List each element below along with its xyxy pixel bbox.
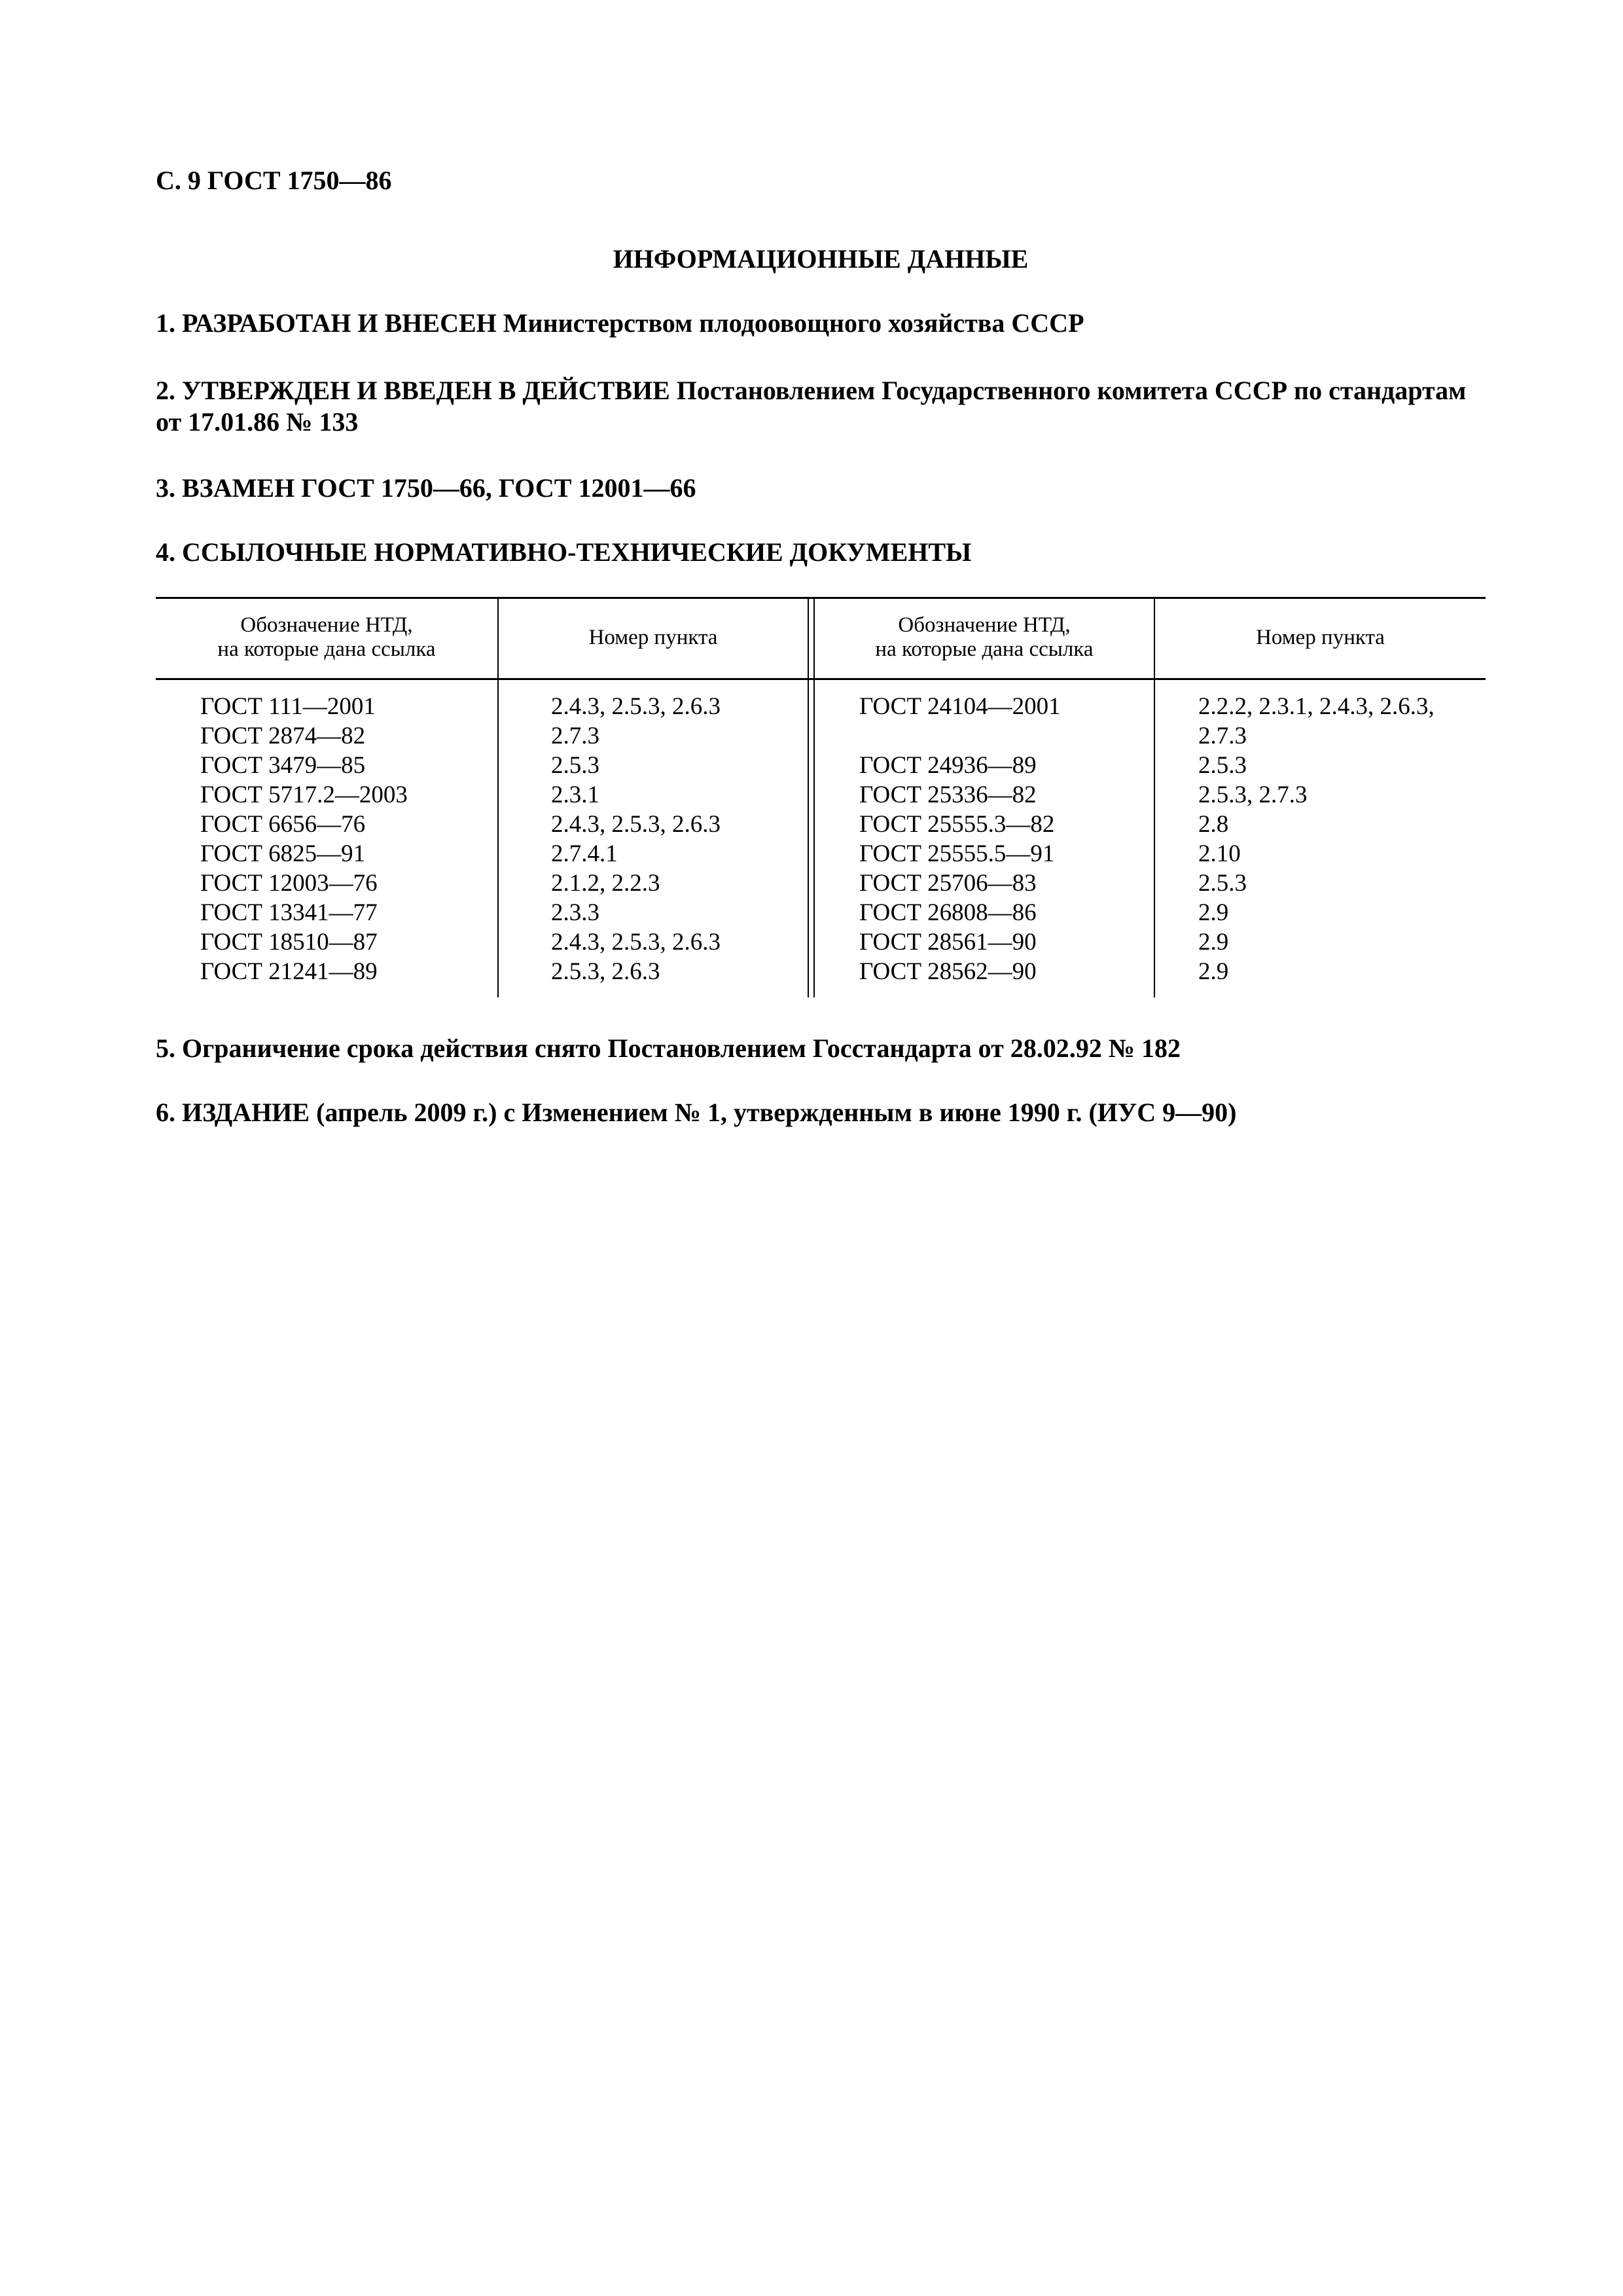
table-cell: 2.5.3 [1198,870,1247,897]
table-cell: ГОСТ 25555.3—82 [859,811,1055,838]
table-cell: ГОСТ 2874—82 [200,723,366,749]
column-header-document: Обозначение НТД, на которые дана ссылка [875,613,1094,661]
table-cell: 2.9 [1198,929,1229,956]
table-cell: 2.5.3, 2.6.3 [551,958,660,985]
table-cell: ГОСТ 25706—83 [859,870,1037,897]
column-header-document: Обозначение НТД, на которые дана ссылка [217,613,436,661]
table-header-rule [156,678,1486,680]
table-cell: 2.5.3 [1198,752,1247,779]
info-item-3 [156,473,1484,504]
page-title: ИНФОРМАЦИОННЫЕ ДАННЫЕ [613,244,1029,274]
table-cell: 2.9 [1198,958,1229,985]
table-divider [808,597,809,997]
right-point-column [1198,692,1435,986]
left-document-column [200,692,408,986]
table-cell: ГОСТ 5717.2—2003 [200,781,408,808]
right-document-column [859,692,1061,986]
table-cell: ГОСТ 3479—85 [200,752,366,779]
info-item-4-lead: 4. ССЫЛОЧНЫЕ НОРМАТИВНО-ТЕХНИЧЕСКИЕ ДОКУМЕНТЫ [156,537,972,567]
table-cell: 2.10 [1198,840,1241,867]
info-item-5-lead: 5. Ограничение срока действия снято Постановлением Госстандарта от 28.02.92 № 182 [156,1033,1181,1063]
table-cell: ГОСТ 25555.5—91 [859,840,1055,867]
reference-documents-table [156,597,1486,1008]
table-cell: 2.5.3, 2.7.3 [1198,781,1308,808]
table-cell: 2.2.2, 2.3.1, 2.4.3, 2.6.3, [1198,693,1435,720]
table-cell: ГОСТ 24104—2001 [859,693,1061,720]
left-point-column [551,692,721,986]
table-cell: 2.4.3, 2.5.3, 2.6.3 [551,693,721,720]
info-item-1 [156,308,1484,339]
table-cell: ГОСТ 25336—82 [859,781,1037,808]
table-cell: ГОСТ 24936—89 [859,752,1037,779]
table-cell: 2.3.3 [551,899,599,926]
page-header: С. 9 ГОСТ 1750—86 [156,166,392,195]
info-item-2-lead: 2. УТВЕРЖДЕН И ВВЕДЕН В ДЕЙСТВИЕ [156,376,670,405]
table-cell: ГОСТ 12003—76 [200,870,378,897]
info-item-6 [156,1097,1484,1128]
table-cell [859,721,1061,751]
table-cell: 2.4.3, 2.5.3, 2.6.3 [551,811,721,838]
table-cell: 2.7.3 [551,723,599,749]
table-cell: ГОСТ 18510—87 [200,929,378,956]
table-cell: 2.1.2, 2.2.3 [551,870,660,897]
column-header-point: Номер пункта [1256,625,1385,649]
table-cell: 2.7.3 [1198,723,1247,749]
table-cell: 2.9 [1198,899,1229,926]
info-item-1-lead: 1. РАЗРАБОТАН И ВНЕСЕН [156,308,497,338]
table-cell: ГОСТ 21241—89 [200,958,378,985]
table-cell: ГОСТ 6656—76 [200,811,366,838]
table-cell: ГОСТ 26808—86 [859,899,1037,926]
info-item-5 [156,1033,1484,1064]
info-item-2-body: Постановлением Государственного комитета СССР по стандартам от 17.01.86 № 133 [156,376,1467,437]
info-item-3-lead: 3. ВЗАМЕН ГОСТ 1750—66, ГОСТ 12001—66 [156,473,696,503]
info-item-1-body: Министерством плодоовощного хозяйства СССР [503,308,1084,338]
table-cell: 2.5.3 [551,752,599,779]
table-cell: ГОСТ 28562—90 [859,958,1037,985]
table-cell: 2.8 [1198,811,1229,838]
table-cell: 2.4.3, 2.5.3, 2.6.3 [551,929,721,956]
table-cell: ГОСТ 6825—91 [200,840,366,867]
info-item-6-lead: 6. ИЗДАНИЕ (апрель 2009 г.) с Изменением № 1, утвержденным в июне 1990 г. (ИУС 9—90) [156,1098,1237,1127]
table-cell: 2.7.4.1 [551,840,618,867]
table-cell: 2.3.1 [551,781,599,808]
column-header-point: Номер пункта [588,625,718,649]
table-cell: ГОСТ 28561—90 [859,929,1037,956]
table-cell: ГОСТ 111—2001 [200,693,376,720]
table-cell: ГОСТ 13341—77 [200,899,378,926]
info-item-4 [156,537,1484,568]
info-item-2 [156,375,1484,438]
